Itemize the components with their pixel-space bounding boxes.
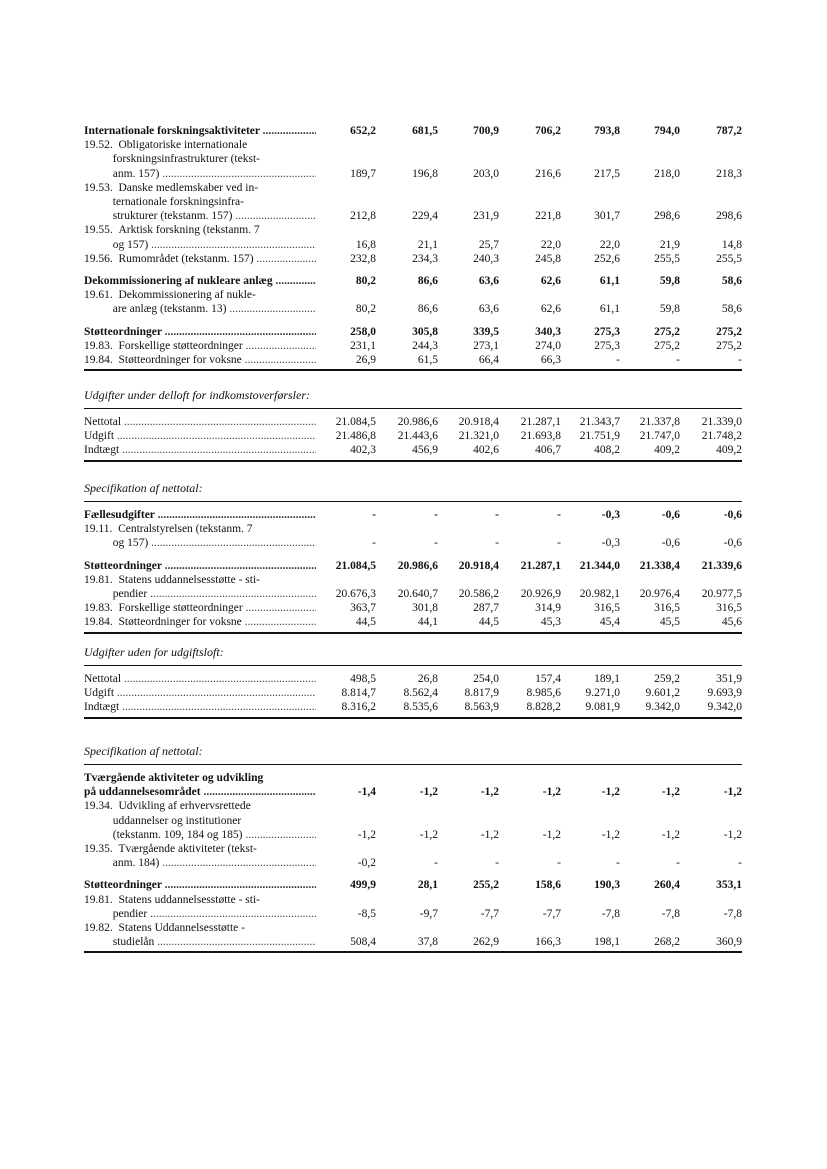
table-row [0, 601, 827, 615]
value-cell: 20.982,1 [579, 588, 620, 600]
table-row [0, 288, 827, 302]
value-cell: 275,2 [654, 325, 680, 338]
value-cell: 508,4 [350, 936, 376, 949]
value-cell: 402,6 [473, 444, 499, 457]
value-cell: -1,2 [661, 786, 680, 799]
value-cell: 21.339,6 [701, 559, 742, 572]
section-heading: Specifikation af nettotal: [84, 744, 203, 758]
value-cell: - [616, 857, 620, 870]
value-cell: 20.986,6 [397, 416, 438, 428]
table-row [0, 152, 827, 166]
table-row [0, 536, 827, 550]
value-cell: 706,2 [535, 125, 561, 137]
value-cell: 314,9 [535, 602, 561, 615]
value-cell: 231,9 [473, 210, 499, 223]
value-cell: 80,2 [355, 275, 376, 287]
value-cell: 275,2 [716, 325, 742, 338]
value-cell: -7,8 [661, 907, 680, 920]
table-row [0, 238, 827, 252]
value-cell: -9,7 [419, 907, 438, 920]
row-label: Indtægt ..... [84, 443, 316, 457]
value-cell: 316,5 [654, 602, 680, 615]
value-cell: 86,6 [417, 303, 438, 316]
section-heading: Udgifter under delloft for indkomstoverførsler: [84, 388, 310, 402]
value-cell: 44,5 [355, 616, 376, 629]
row-label: 19.81. Statens uddannelsesstøtte - sti- [84, 573, 260, 586]
table-row [0, 138, 827, 152]
value-cell: 44,5 [478, 616, 499, 629]
value-cell: 9.601,2 [645, 687, 680, 700]
value-cell: -1,2 [542, 828, 561, 841]
value-cell: 700,9 [473, 125, 499, 137]
table-row [0, 195, 827, 209]
row-label: ternationale forskningsinfra- [84, 196, 244, 208]
value-cell: -1,2 [480, 786, 499, 799]
row-label: Udgift ..... [84, 429, 316, 443]
row-label: Tværgående aktiviteter og udvikling [84, 772, 264, 784]
value-cell: 275,3 [594, 325, 620, 338]
value-cell: - [495, 537, 499, 550]
value-cell: 21.084,5 [335, 416, 376, 428]
value-cell: 499,9 [350, 879, 376, 892]
section-heading: Specifikation af nettotal: [84, 481, 203, 495]
table-row [0, 559, 827, 573]
table-row [0, 935, 827, 949]
value-cell: 245,8 [535, 252, 561, 265]
value-cell: 268,2 [654, 936, 680, 949]
row-label: og 157) ..... [84, 536, 316, 550]
table-rule [84, 717, 742, 719]
value-cell: - [738, 857, 742, 870]
value-cell: 229,4 [412, 210, 438, 223]
table-rule [84, 764, 742, 765]
value-cell: 14,8 [721, 238, 742, 251]
value-cell: 61,5 [417, 354, 438, 366]
value-cell: -1,2 [601, 786, 620, 799]
value-cell: 360,9 [716, 936, 742, 949]
value-cell: 793,8 [594, 125, 620, 137]
table-rule [84, 501, 742, 502]
value-cell: -1,2 [419, 828, 438, 841]
table-row [0, 907, 827, 921]
table-row [0, 842, 827, 856]
value-cell: 189,1 [594, 673, 620, 685]
value-cell: 190,3 [594, 879, 620, 892]
value-cell: -1,2 [601, 828, 620, 841]
value-cell: 275,2 [654, 339, 680, 352]
value-cell: -1,2 [542, 786, 561, 799]
row-label: strukturer (tekstanm. 157) ..... [84, 209, 316, 223]
value-cell: 21.751,9 [579, 430, 620, 443]
value-cell: 212,8 [350, 210, 376, 223]
value-cell: 25,7 [478, 238, 499, 251]
value-cell: 66,3 [540, 354, 561, 366]
value-cell: - [495, 857, 499, 870]
value-cell: 8.814,7 [341, 687, 376, 700]
table-rule [84, 632, 742, 634]
value-cell: -0,6 [723, 537, 742, 550]
value-cell: 20.640,7 [397, 588, 438, 600]
value-cell: 157,4 [535, 673, 561, 685]
table-row [0, 672, 827, 686]
value-cell: 21.339,0 [701, 416, 742, 428]
value-cell: 21.287,1 [520, 559, 561, 572]
row-label: 19.56. Rumområdet (tekstanm. 157) ..... [84, 252, 316, 266]
value-cell: 221,8 [535, 210, 561, 223]
value-cell: 189,7 [350, 167, 376, 180]
value-cell: -0,3 [601, 537, 620, 550]
value-cell: 61,1 [599, 303, 620, 316]
row-label: Indtægt ..... [84, 700, 316, 714]
row-label: Støtteordninger ..... [84, 878, 316, 892]
table-rule [84, 369, 742, 371]
value-cell: -1,2 [723, 786, 742, 799]
table-row [0, 443, 827, 457]
value-cell: -0,6 [661, 509, 680, 521]
table-row [0, 856, 827, 870]
row-label: 19.34. Udvikling af erhvervsrettede [84, 800, 251, 813]
value-cell: 21.337,8 [639, 416, 680, 428]
value-cell: 8.985,6 [526, 687, 561, 700]
value-cell: 794,0 [654, 125, 680, 137]
table-row [0, 223, 827, 237]
value-cell: 255,5 [654, 252, 680, 265]
value-cell: 158,6 [535, 879, 561, 892]
table-row [0, 415, 827, 429]
value-cell: 231,1 [350, 339, 376, 352]
value-cell: 20.977,5 [701, 588, 742, 600]
row-label: Støtteordninger ..... [84, 559, 316, 573]
value-cell: 456,9 [412, 444, 438, 457]
table-row [0, 167, 827, 181]
table-row [0, 302, 827, 316]
value-cell: 240,3 [473, 252, 499, 265]
row-label: are anlæg (tekstanm. 13) ..... [84, 302, 316, 316]
table-row [0, 828, 827, 842]
value-cell: 234,3 [412, 252, 438, 265]
value-cell: - [557, 509, 561, 521]
row-label: Nettotal ..... [84, 415, 316, 429]
table-row [0, 124, 827, 138]
value-cell: - [738, 354, 742, 366]
value-cell: 63,6 [478, 275, 499, 287]
value-cell: 26,9 [355, 354, 376, 366]
value-cell: 21,1 [417, 238, 438, 251]
value-cell: 8.562,4 [403, 687, 438, 700]
value-cell: 9.081,9 [585, 701, 620, 714]
value-cell: - [434, 537, 438, 550]
value-cell: 20.976,4 [639, 588, 680, 600]
value-cell: -7,8 [723, 907, 742, 920]
row-label: 19.11. Centralstyrelsen (tekstanm. 7 [84, 523, 253, 536]
value-cell: 287,7 [473, 602, 499, 615]
value-cell: 8.817,9 [464, 687, 499, 700]
value-cell: 274,0 [535, 339, 561, 352]
value-cell: 21.693,8 [520, 430, 561, 443]
row-label: 19.61. Dekommissionering af nukle- [84, 289, 256, 302]
value-cell: 244,3 [412, 339, 438, 352]
value-cell: 45,4 [599, 616, 620, 629]
value-cell: - [434, 857, 438, 870]
value-cell: 258,0 [350, 325, 376, 338]
row-label: Nettotal ..... [84, 672, 316, 686]
row-label: 19.35. Tværgående aktiviteter (tekst- [84, 843, 257, 855]
value-cell: -1,2 [723, 828, 742, 841]
value-cell: 21.486,8 [335, 430, 376, 443]
value-cell: 21.084,5 [335, 559, 376, 572]
value-cell: 232,8 [350, 252, 376, 265]
value-cell: 218,3 [716, 167, 742, 180]
row-label: og 157) ..... [84, 238, 316, 252]
value-cell: 9.693,9 [707, 687, 742, 700]
value-cell: 62,6 [540, 303, 561, 316]
value-cell: 260,4 [654, 879, 680, 892]
value-cell: 216,6 [535, 167, 561, 180]
value-cell: 339,5 [473, 325, 499, 338]
value-cell: 86,6 [417, 275, 438, 287]
value-cell: 66,4 [478, 354, 499, 366]
value-cell: - [434, 509, 438, 521]
value-cell: 255,2 [473, 879, 499, 892]
value-cell: 20.918,4 [458, 416, 499, 428]
value-cell: 20.918,4 [458, 559, 499, 572]
value-cell: 16,8 [355, 238, 376, 251]
row-label: anm. 157) ..... [84, 167, 316, 181]
value-cell: -1,2 [357, 828, 376, 841]
value-cell: 340,3 [535, 325, 561, 338]
row-label: 19.52. Obligatoriske internationale [84, 139, 248, 152]
row-label: 19.84. Støtteordninger for voksne ..... [84, 353, 316, 367]
value-cell: 252,6 [594, 252, 620, 265]
value-cell: 409,2 [654, 444, 680, 457]
value-cell: 254,0 [473, 673, 499, 685]
value-cell: 63,6 [478, 303, 499, 316]
value-cell: 9.342,0 [707, 701, 742, 714]
value-cell: 21.748,2 [701, 430, 742, 443]
row-label: på uddannelsesområdet ..... [84, 785, 316, 799]
value-cell: 37,8 [417, 936, 438, 949]
value-cell: 22,0 [540, 238, 561, 251]
value-cell: 45,3 [540, 616, 561, 629]
section-heading: Udgifter uden for udgiftsloft: [84, 645, 224, 659]
value-cell: -7,7 [480, 907, 499, 920]
value-cell: 203,0 [473, 167, 499, 180]
value-cell: 316,5 [716, 602, 742, 615]
table-row [0, 429, 827, 443]
table-row [0, 573, 827, 587]
value-cell: - [372, 509, 376, 521]
value-cell: 8.316,2 [341, 701, 376, 714]
value-cell: 166,3 [535, 936, 561, 949]
value-cell: 218,0 [654, 167, 680, 180]
table-row [0, 339, 827, 353]
table-row [0, 252, 827, 266]
value-cell: 305,8 [412, 325, 438, 338]
value-cell: -0,2 [357, 857, 376, 870]
value-cell: - [557, 537, 561, 550]
row-label: 19.83. Forskellige støtteordninger ..... [84, 339, 316, 353]
value-cell: 198,1 [594, 936, 620, 949]
table-row [0, 325, 827, 339]
value-cell: 351,9 [716, 673, 742, 685]
table-rule [84, 408, 742, 409]
table-row [0, 814, 827, 828]
table-row [0, 686, 827, 700]
value-cell: -1,4 [357, 786, 376, 799]
row-label: Støtteordninger ..... [84, 325, 316, 339]
value-cell: 21.344,0 [579, 559, 620, 572]
value-cell: 301,7 [594, 210, 620, 223]
row-label: 19.82. Statens Uddannelsesstøtte - [84, 922, 245, 934]
value-cell: 217,5 [594, 167, 620, 180]
value-cell: 255,5 [716, 252, 742, 265]
value-cell: 59,8 [659, 275, 680, 287]
value-cell: - [676, 354, 680, 366]
value-cell: 298,6 [716, 210, 742, 223]
value-cell: -0,6 [661, 537, 680, 550]
value-cell: -8,5 [357, 907, 376, 920]
value-cell: 22,0 [599, 238, 620, 251]
table-rule [84, 951, 742, 953]
value-cell: 8.535,6 [403, 701, 438, 714]
table-row [0, 878, 827, 892]
value-cell: -7,7 [542, 907, 561, 920]
value-cell: 62,6 [540, 275, 561, 287]
value-cell: -0,6 [723, 509, 742, 521]
value-cell: 21.287,1 [520, 416, 561, 428]
value-cell: 406,7 [535, 444, 561, 457]
table-row [0, 921, 827, 935]
value-cell: 652,2 [350, 125, 376, 137]
table-row [0, 587, 827, 601]
value-cell: - [372, 537, 376, 550]
value-cell: 363,7 [350, 602, 376, 615]
value-cell: 301,8 [412, 602, 438, 615]
value-cell: - [676, 857, 680, 870]
value-cell: 262,9 [473, 936, 499, 949]
row-label: studielån ..... [84, 935, 316, 949]
row-label: (tekstanm. 109, 184 og 185) ..... [84, 828, 316, 842]
value-cell: 275,2 [716, 339, 742, 352]
row-label: anm. 184) ..... [84, 856, 316, 870]
value-cell: - [557, 857, 561, 870]
table-row [0, 615, 827, 629]
value-cell: 59,8 [659, 303, 680, 316]
value-cell: -1,2 [480, 828, 499, 841]
row-label: pendier ..... [84, 907, 316, 921]
value-cell: 20.676,3 [335, 588, 376, 600]
row-label: 19.81. Statens uddannelsesstøtte - sti- [84, 893, 260, 906]
row-label: Udgift ..... [84, 686, 316, 700]
table-row [0, 508, 827, 522]
value-cell: -7,8 [601, 907, 620, 920]
row-label: Internationale forskningsaktiviteter ..... [84, 124, 316, 138]
row-label: 19.53. Danske medlemskaber ved in- [84, 181, 259, 194]
row-label: pendier ..... [84, 587, 316, 601]
value-cell: 21.443,6 [397, 430, 438, 443]
value-cell: 402,3 [350, 444, 376, 457]
value-cell: 275,3 [594, 339, 620, 352]
value-cell: 298,6 [654, 210, 680, 223]
value-cell: 316,5 [594, 602, 620, 615]
value-cell: 21.343,7 [579, 416, 620, 428]
value-cell: 196,8 [412, 167, 438, 180]
value-cell: 45,5 [659, 616, 680, 629]
row-label: uddannelser og institutioner [84, 814, 242, 827]
row-label: forskningsinfrastrukturer (tekst- [84, 153, 260, 166]
table-row [0, 700, 827, 714]
table-row [0, 209, 827, 223]
value-cell: 45,6 [721, 616, 742, 629]
value-cell: -1,2 [661, 828, 680, 841]
row-label: Dekommissionering af nukleare anlæg ..... [84, 274, 316, 288]
table-row [0, 274, 827, 288]
table-row [0, 799, 827, 813]
value-cell: 80,2 [355, 303, 376, 316]
value-cell: 353,1 [716, 879, 742, 892]
value-cell: 8.828,2 [526, 701, 561, 714]
row-label: 19.55. Arktisk forskning (tekstanm. 7 [84, 224, 260, 237]
value-cell: 61,1 [599, 275, 620, 287]
value-cell: 8.563,9 [464, 701, 499, 714]
value-cell: - [495, 509, 499, 521]
value-cell: 409,2 [716, 444, 742, 457]
table-rule [84, 460, 742, 462]
value-cell: - [616, 354, 620, 366]
table-row [0, 785, 827, 799]
table-row [0, 181, 827, 195]
value-cell: 20.986,6 [397, 559, 438, 572]
table-row [0, 522, 827, 536]
value-cell: -1,2 [419, 786, 438, 799]
value-cell: 58,6 [721, 303, 742, 316]
value-cell: 273,1 [473, 339, 499, 352]
value-cell: 259,2 [654, 673, 680, 685]
value-cell: 20.586,2 [458, 588, 499, 600]
value-cell: 21,9 [659, 238, 680, 251]
row-label: 19.84. Støtteordninger for voksne ..... [84, 615, 316, 629]
value-cell: 498,5 [350, 673, 376, 685]
value-cell: 21.321,0 [458, 430, 499, 443]
value-cell: 787,2 [716, 125, 742, 137]
table-row [0, 771, 827, 785]
value-cell: 26,8 [417, 673, 438, 685]
value-cell: 9.271,0 [585, 687, 620, 700]
row-label: 19.83. Forskellige støtteordninger ..... [84, 601, 316, 615]
table-row [0, 893, 827, 907]
row-label: Fællesudgifter ..... [84, 508, 316, 522]
value-cell: 681,5 [412, 125, 438, 137]
value-cell: 28,1 [417, 879, 438, 892]
table-rule [84, 665, 742, 666]
value-cell: 408,2 [594, 444, 620, 457]
value-cell: 20.926,9 [520, 588, 561, 600]
value-cell: 44,1 [417, 616, 438, 629]
value-cell: 9.342,0 [645, 701, 680, 714]
value-cell: 58,6 [721, 275, 742, 287]
value-cell: 21.747,0 [639, 430, 680, 443]
value-cell: -0,3 [601, 509, 620, 521]
table-row [0, 353, 827, 367]
value-cell: 21.338,4 [639, 559, 680, 572]
